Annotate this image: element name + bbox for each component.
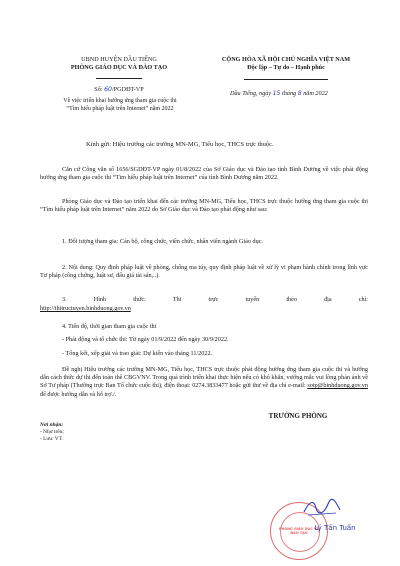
doc-date: Dầu Tiếng, ngày 15 tháng 8 năm 2022 <box>230 90 328 97</box>
date-month-handwritten: 8 <box>297 90 302 97</box>
item-participants: 1. Đối tượng tham gia: Cán bộ, công chức, viên chức, nhân viên ngành Giáo dục. <box>62 238 263 245</box>
nation-title: CỘNG HÒA XÃ HỘI CHỦ NGHĨA VIỆT NAM <box>221 56 351 63</box>
signer-title: TRƯỞNG PHÒNG <box>268 412 328 420</box>
contact-email[interactable]: sotp@binhduong.gov.vn <box>307 382 368 390</box>
item-content: 2. Nội dung: Quy định pháp luật về phòng, chống ma túy, quy định pháp luật về xử lý vi phạm hành chính trong lĩnh vực Tư pháp (công chứng, luật sư, đấu giá tài sản,..). <box>40 264 368 280</box>
paragraph-intro: Phòng Giáo dục và Đào tạo triển khai đến các trường MN-MG, Tiểu học, THCS trực thuộc hưởng ứng tham gia cuộc thi “Tìm hiểu pháp luật trên Internet” năm 2022 do Sở Giáo dục và Đào tạo phát động như sau: <box>40 198 368 214</box>
recipients-block <box>40 422 140 443</box>
recipient-item: - Như trên; <box>40 429 64 436</box>
doc-subject: Về việc triển khai hướng ứng tham gia cuộc thi “Tìm hiểu pháp luật trên Internet” năm 2022 <box>63 98 177 112</box>
doc-number: Số: 60/PGDĐT-VP <box>94 86 144 93</box>
item-schedule: 4. Tiến độ, thời gian tham gia cuộc thi <box>62 323 157 330</box>
signature-icon <box>302 496 342 518</box>
doc-number-handwritten: 60 <box>104 86 112 93</box>
signer-name: Lý Tấn Tuấn <box>314 524 356 532</box>
agency-name: PHÒNG GIÁO DỤC VÀ ĐÀO TẠO <box>70 64 168 72</box>
nation-motto: Độc lập – Tự do – Hạnh phúc <box>247 64 325 72</box>
nation-block <box>196 56 376 72</box>
schedule-launch: - Phát động và tổ chức thi: Từ ngày 01/9/2022 đến ngày 30/9/2022. <box>62 336 229 343</box>
recipient-item: - Lưu: VT. <box>40 436 63 443</box>
recipients-title: Nơi nhận: <box>40 422 64 428</box>
stamp-text: PHÒNG GIÁO DỤC VÀ ĐÀO TẠO <box>279 527 319 536</box>
agency-underline <box>96 78 142 79</box>
item-format: 3. Hình thức: Thi trực tuyến theo địa chỉ: <box>62 296 368 303</box>
agency-block <box>44 56 194 72</box>
recipient-line: Kính gửi: Hiệu trưởng các trường MN-MG, Tiểu học, THCS trực thuộc. <box>86 141 274 148</box>
schedule-awards: - Tổng kết, xếp giải và trao giải: Dự kiến vào tháng 11/2022. <box>62 350 213 357</box>
paragraph-closing: Đề nghị Hiệu trưởng các trường MN-MG, Tiểu học, THCS trực thuộc phát động hưởng ứng tham gia cuộc thi và hướng dẫn cách thức dự thi đến toàn thể CBGVNV. Trong quá trình triển khai thực hiện nếu có khó khăn, vướng mắc vui lòng phản ánh về Sở Tư pháp (Thường trực Ban Tổ chức cuộc thi), điện thoại: 0274.3833477 hoặc gửi thư về địa chỉ e-mail: sotp@binhduong.gov.vn để được hướng dẫn và hỗ trợ./. <box>40 366 368 398</box>
paragraph-basis: Căn cứ Công văn số 1656/SGDĐT-VP ngày 01/8/2022 của Sở Giáo dục và Đào tạo tỉnh Bình Dương về việc phát động hưởng ứng tham gia cuộc thi “Tìm hiểu pháp luật trên Internet” của tỉnh Bình Dương năm 2022. <box>40 166 368 182</box>
agency-parent: UBND HUYỆN DẦU TIẾNG <box>81 56 157 63</box>
motto-underline <box>244 79 328 80</box>
contest-link[interactable]: http://thitructuyen.binhduong.gov.vn <box>40 305 131 312</box>
item-format-link-line <box>40 305 368 313</box>
date-day-handwritten: 15 <box>272 90 281 97</box>
